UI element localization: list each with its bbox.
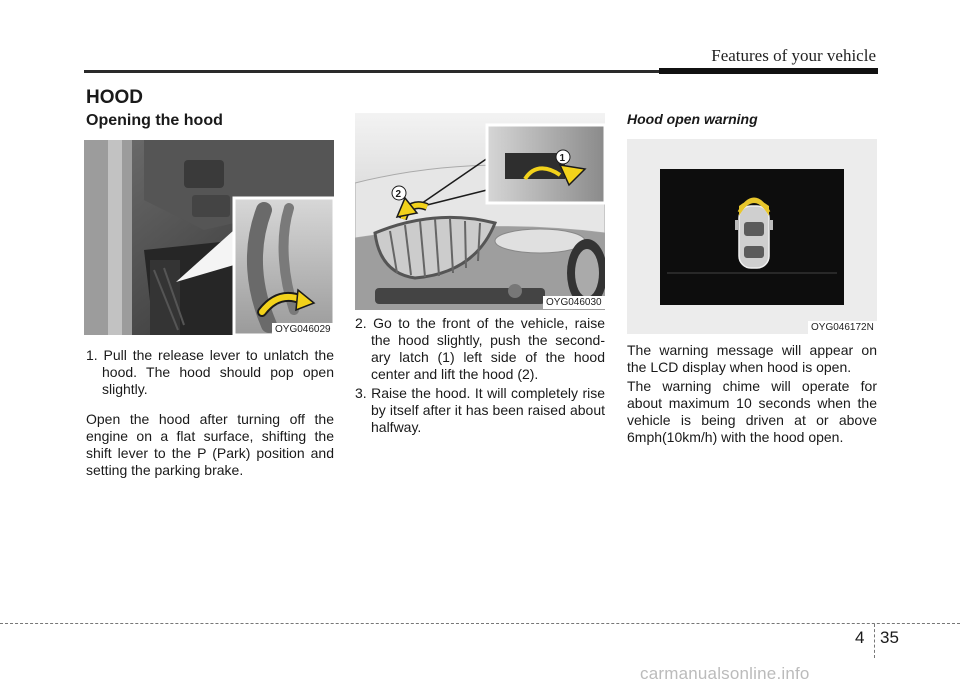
image-code-caption: OYG046172N — [808, 321, 877, 334]
footer-separator — [874, 624, 875, 658]
page-number: 35 — [880, 628, 899, 647]
watermark-text: carmanualsonline.info — [640, 664, 810, 683]
callout-1-label: 1 — [559, 153, 566, 164]
step-3-text: 3. Raise the hood. It will completely rise by itself after it has been raised about halfway. — [355, 385, 605, 435]
section-heading: HOOD — [86, 87, 143, 108]
hood-open-warning-heading: Hood open warning — [627, 111, 758, 127]
lcd-display-illustration — [627, 139, 877, 334]
release-lever-photo — [84, 140, 334, 335]
lcd-warning-image — [627, 139, 877, 334]
header-rule-accent — [659, 68, 878, 74]
release-lever-illustration — [84, 140, 334, 335]
running-header-title: Features of your vehicle — [711, 46, 876, 65]
step-2-text: 2. Go to the front of the vehicle, raise the hood slightly, push the second-ary latch (1) left side of the hood center and lift the hood (2). — [355, 315, 605, 382]
step-1-text: 1. Pull the release lever to unlatch the hood. The hood should pop open slightly. — [86, 347, 334, 397]
callout-2-label: 2 — [395, 189, 402, 200]
opening-hood-paragraph: Open the hood after turning off the engine on a flat surface, shifting the shift lever to the P (Park) position and setting the parking brake. — [86, 411, 334, 478]
warning-paragraph-2: The warning chime will operate for about maximum 10 seconds when the vehicle is being driven at or above 6mph(10km/h) with the hood open. — [627, 378, 877, 445]
chapter-number: 4 — [855, 628, 865, 647]
footer-rule — [0, 623, 960, 624]
image-code-caption: OYG046029 — [272, 323, 334, 336]
opening-hood-heading: Opening the hood — [86, 112, 223, 129]
hood-latch-illustration — [355, 113, 605, 310]
warning-paragraph-1: The warning message will appear on the LCD display when hood is open. — [627, 342, 877, 375]
hood-latch-photo — [355, 113, 605, 310]
image-code-caption: OYG046030 — [543, 296, 605, 309]
